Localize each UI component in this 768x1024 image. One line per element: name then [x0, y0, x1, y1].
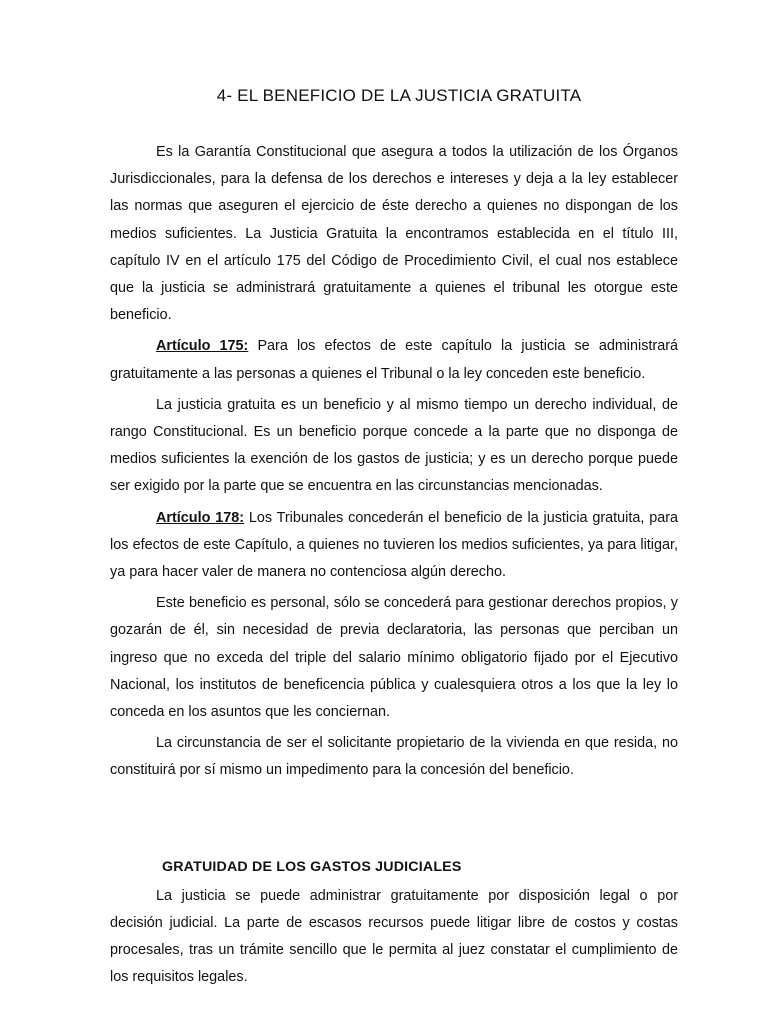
- article-178-label: Artículo 178:: [156, 509, 245, 526]
- paragraph-1-text: Es la Garantía Constitucional que asegura a todos la utilización de los Órganos Jurisdiccionales, para la defensa de los derechos e intereses y deja a la ley establecer las normas que aseguren el ejercicio de éste derecho a quienes no dispongan de los medios suficientes. La Justicia Gratuita la encontramos establecida en el título III, capítulo IV en el artículo 175 del Código de Procedimiento Civil, el cual nos establece que la justicia se administrará gratuitamente a quienes el tribunal les otorgue este beneficio.: [110, 144, 678, 324]
- section2-paragraph-1: [110, 883, 678, 992]
- paragraph-5-text: Este beneficio es personal, sólo se concederá para gestionar derechos propios, y gozarán de él, sin necesidad de previa declaratoria, las personas que perciban un ingreso que no exceda del triple del salario mínimo obligatorio fijado por el Ejecutivo Nacional, los institutos de beneficencia pública y cualesquiera otros a los que la ley lo conceda en los asuntos que les conciernan.: [110, 595, 678, 721]
- page-title: 4- EL BENEFICIO DE LA JUSTICIA GRATUITA: [216, 86, 582, 105]
- section-heading-gratuidad: GRATUIDAD DE LOS GASTOS JUDICIALES: [162, 858, 462, 875]
- article-175-label: Artículo 175:: [156, 338, 249, 355]
- paragraph-6-text: La circunstancia de ser el solicitante propietario de la vivienda en que resida, no constituirá por sí mismo un impedimento para la concesión del beneficio.: [110, 735, 678, 779]
- article-175-text: Para los efectos de este capítulo la justicia se administrará gratuitamente a las personas a quienes el Tribunal o la ley conceden este beneficio.: [110, 338, 678, 382]
- paragraph-3: [110, 392, 678, 501]
- article-178-text: Los Tribunales concederán el beneficio de la justicia gratuita, para los efectos de este Capítulo, a quienes no tuvieren los medios suficientes, ya para litigar, ya para hacer valer de manera no contenciosa algún derecho.: [110, 509, 678, 581]
- paragraph-6: [110, 730, 678, 784]
- section2-paragraph-1-text: La justicia se puede administrar gratuitamente por disposición legal o por decisión judicial. La parte de escasos recursos puede litigar libre de costos y costas procesales, tras un trámite sencillo que le permita al juez constatar el cumplimiento de los requisitos legales.: [110, 887, 678, 986]
- paragraph-article-178: [110, 505, 678, 587]
- paragraph-article-175: [110, 333, 678, 387]
- paragraph-5: [110, 590, 678, 726]
- paragraph-1: [110, 139, 678, 329]
- paragraph-3-text: La justicia gratuita es un beneficio y al mismo tiempo un derecho individual, de rango Constitucional. Es un beneficio porque concede a la parte que no disponga de medios suficientes la exención de los gastos de justicia; y es un derecho porque puede ser exigido por la parte que se encuentra en las circunstancias mencionadas.: [110, 396, 678, 495]
